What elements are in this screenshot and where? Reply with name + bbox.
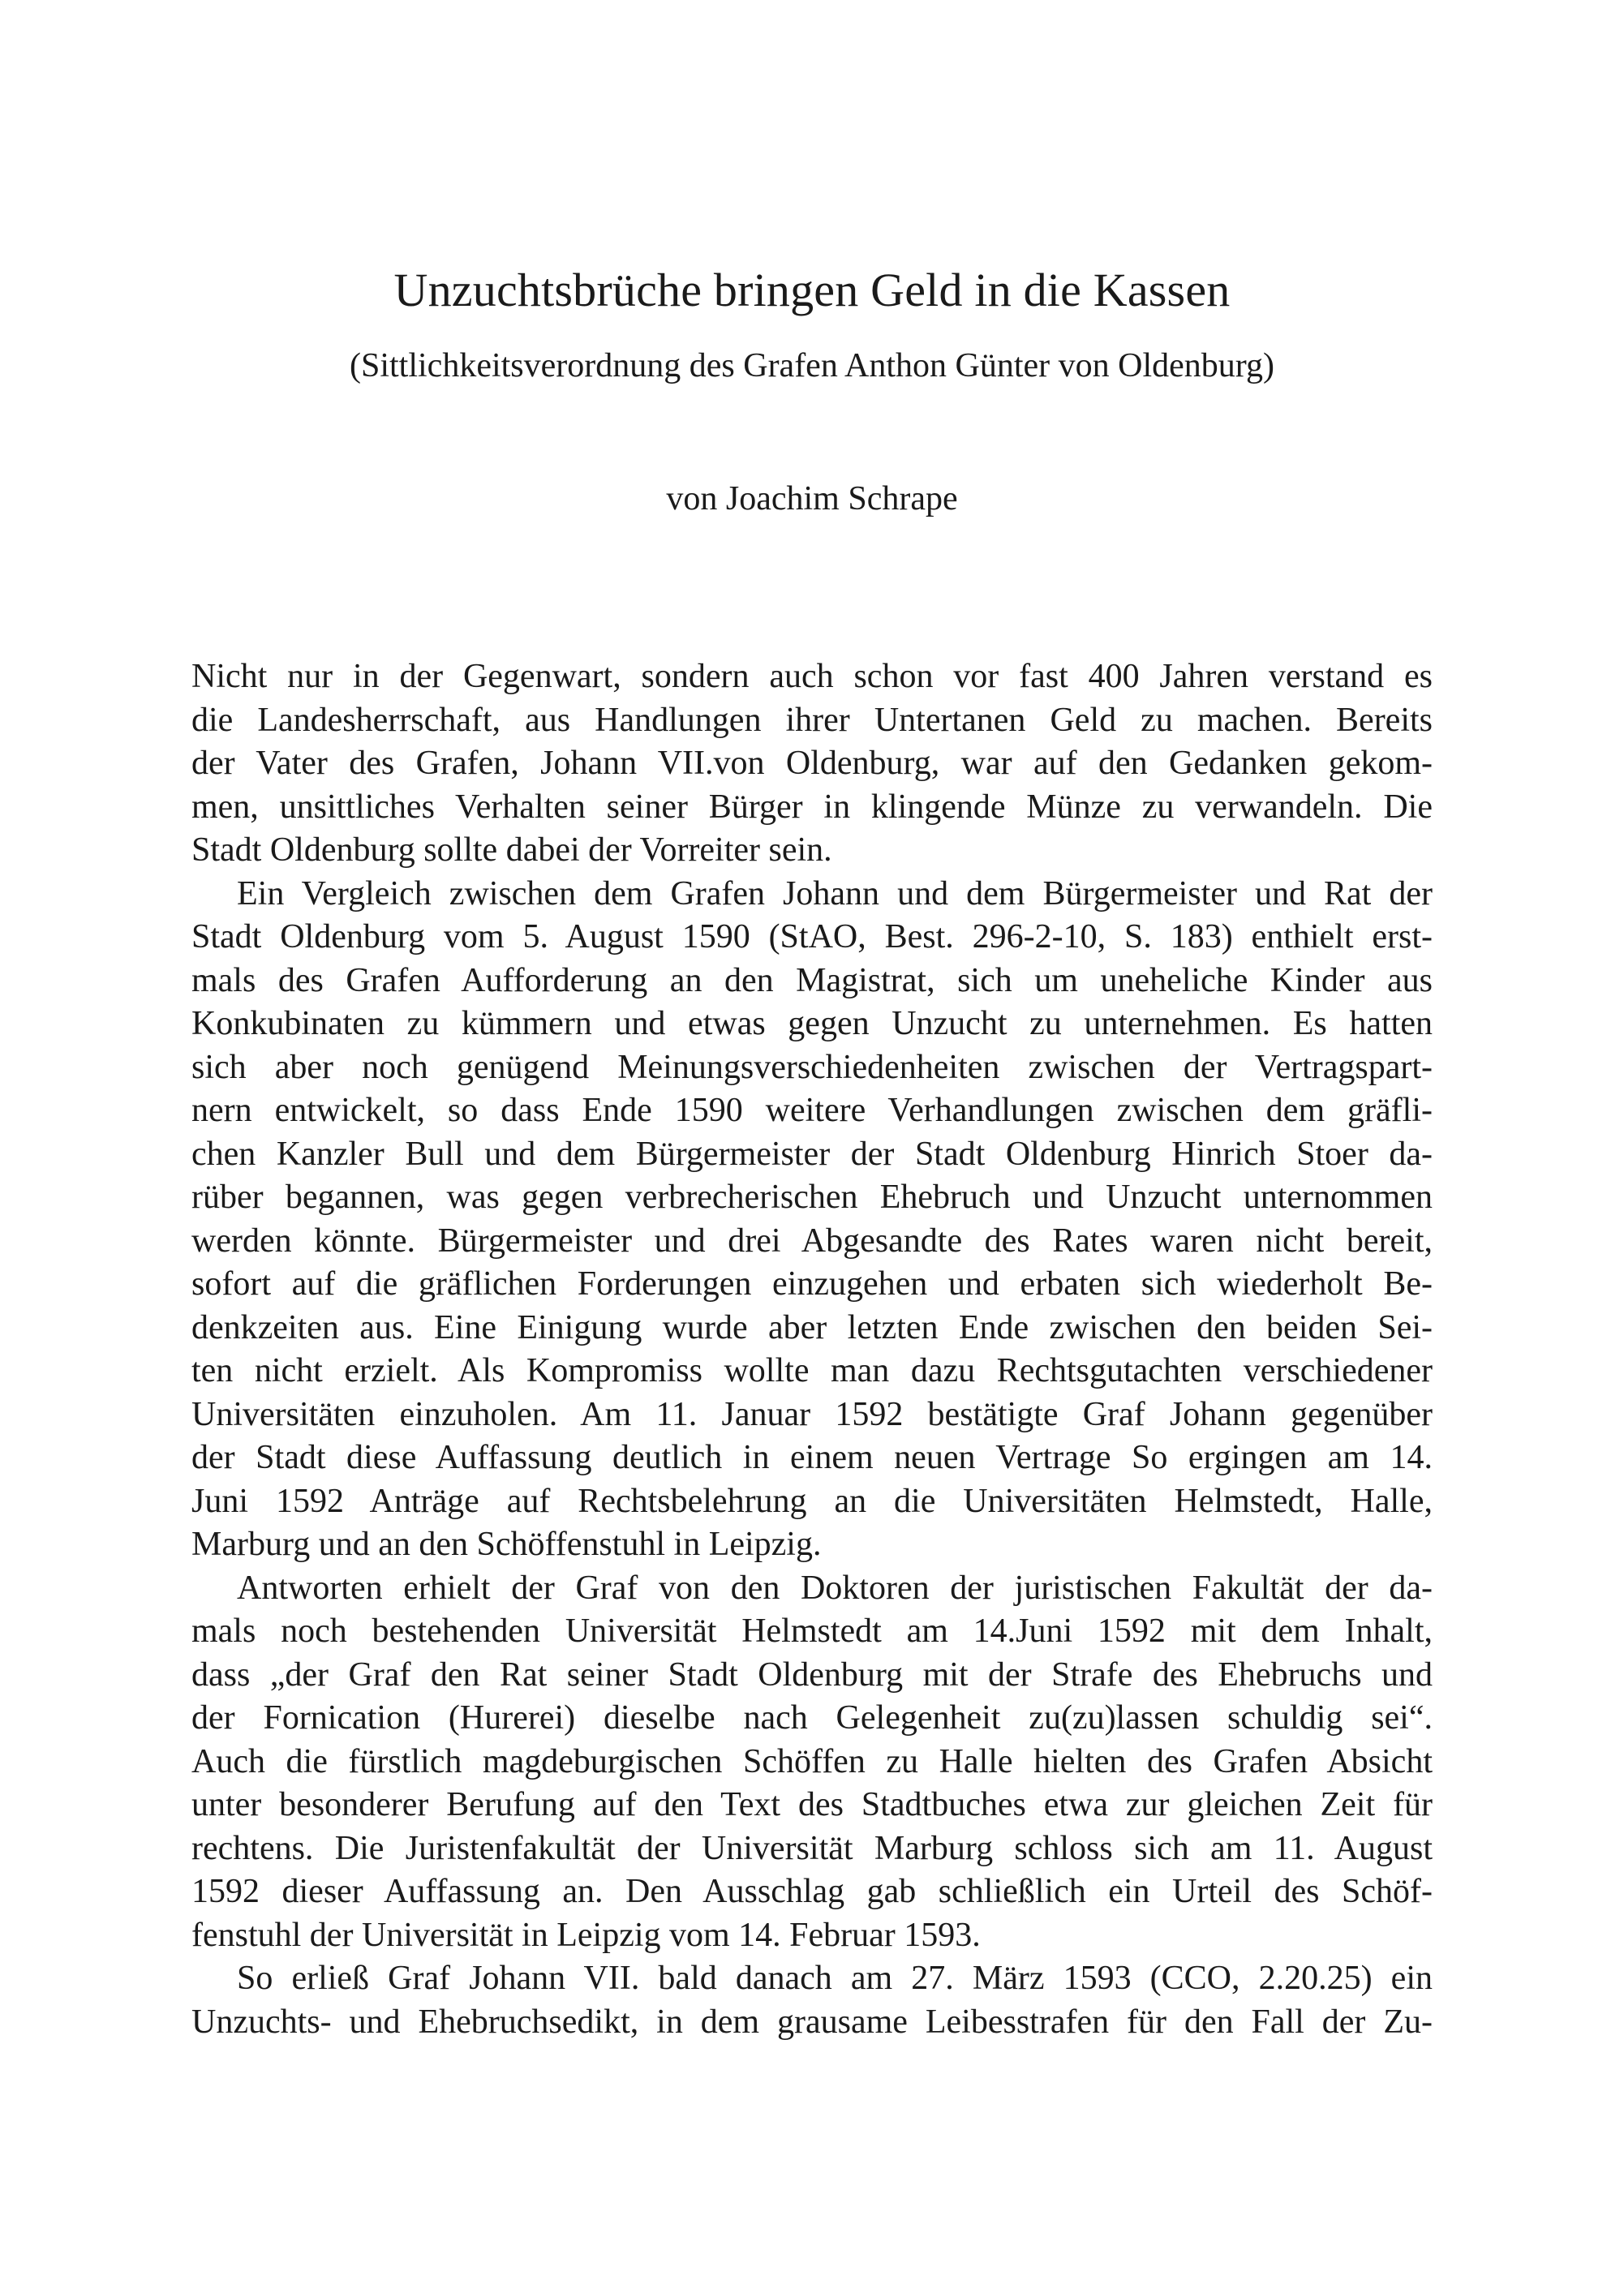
- body-line: denkzeiten aus. Eine Einigung wurde aber letzten Ende zwischen den beiden Sei-: [191, 1308, 1433, 1346]
- body-line: der Stadt diese Auffassung deutlich in einem neuen Vertrage So ergingen am 14.: [191, 1439, 1433, 1476]
- body-line: men, unsittliches Verhalten seiner Bürger in klingende Münze zu verwandeln. Die: [191, 788, 1433, 826]
- body-line: nern entwickelt, so dass Ende 1590 weitere Verhandlungen zwischen dem gräfli-: [191, 1092, 1433, 1129]
- body-line: So erließ Graf Johann VII. bald danach am 27. März 1593 (CCO, 2.20.25) ein: [237, 1960, 1433, 1997]
- body-line: Stadt Oldenburg vom 5. August 1590 (StAO, Best. 296-2-10, S. 183) enthielt erst-: [191, 918, 1433, 955]
- body-line: rechtens. Die Juristenfakultät der Universität Marburg schloss sich am 11. August: [191, 1829, 1433, 1867]
- body-line: Konkubinaten zu kümmern und etwas gegen Unzucht zu unternehmen. Es hatten: [191, 1005, 1433, 1042]
- body-line: der Vater des Grafen, Johann VII.von Oldenburg, war auf den Gedanken gekom-: [191, 745, 1433, 782]
- body-line: sich aber noch genügend Meinungsverschiedenheiten zwischen der Vertragspart-: [191, 1048, 1433, 1086]
- article-title: Unzuchtsbrüche bringen Geld in die Kassen: [393, 264, 1231, 316]
- body-line: Nicht nur in der Gegenwart, sondern auch schon vor fast 400 Jahren verstand es: [191, 658, 1433, 695]
- body-line: Unzuchts- und Ehebruchsedikt, in dem grausame Leibesstrafen für den Fall der Zu-: [191, 2003, 1433, 2041]
- body-line: rüber begannen, was gegen verbrecherischen Ehebruch und Unzucht unternommen: [191, 1179, 1433, 1216]
- body-line: Marburg und an den Schöffenstuhl in Leipzig.: [191, 1526, 822, 1563]
- body-line: Antworten erhielt der Graf von den Doktoren der juristischen Fakultät der da-: [237, 1569, 1433, 1607]
- body-line: 1592 dieser Auffassung an. Den Ausschlag gab schließlich ein Urteil des Schöf-: [191, 1873, 1433, 1910]
- article-subtitle: (Sittlichkeitsverordnung des Grafen Anthon Günter von Oldenburg): [349, 347, 1274, 384]
- body-line: fenstuhl der Universität in Leipzig vom 14. Februar 1593.: [191, 1916, 981, 1954]
- body-line: werden könnte. Bürgermeister und drei Abgesandte des Rates waren nicht bereit,: [191, 1222, 1433, 1260]
- body-line: Auch die fürstlich magdeburgischen Schöffen zu Halle hielten des Grafen Absicht: [191, 1742, 1433, 1780]
- article-author: von Joachim Schrape: [666, 480, 958, 517]
- body-line: Stadt Oldenburg sollte dabei der Vorreiter sein.: [191, 831, 832, 869]
- article-body: [191, 655, 1433, 2044]
- body-line: Universitäten einzuholen. Am 11. Januar 1592 bestätigte Graf Johann gegenüber: [191, 1395, 1433, 1433]
- body-line: chen Kanzler Bull und dem Bürgermeister der Stadt Oldenburg Hinrich Stoer da-: [191, 1135, 1433, 1173]
- body-line: mals des Grafen Aufforderung an den Magistrat, sich um uneheliche Kinder aus: [191, 961, 1433, 999]
- body-line: unter besonderer Berufung auf den Text des Stadtbuches etwa zur gleichen Zeit für: [191, 1786, 1433, 1823]
- body-line: der Fornication (Hurerei) dieselbe nach Gelegenheit zu(zu)lassen schuldig sei“.: [191, 1699, 1433, 1737]
- body-line: dass „der Graf den Rat seiner Stadt Oldenburg mit der Strafe des Ehebruchs und: [191, 1655, 1433, 1694]
- body-line: Ein Vergleich zwischen dem Grafen Johann und dem Bürgermeister und Rat der: [237, 874, 1433, 912]
- body-line: ten nicht erzielt. Als Kompromiss wollte man dazu Rechtsgutachten verschiedener: [191, 1352, 1433, 1389]
- body-line: mals noch bestehenden Universität Helmstedt am 14.Juni 1592 mit dem Inhalt,: [191, 1612, 1433, 1650]
- body-line: Juni 1592 Anträge auf Rechtsbelehrung an die Universitäten Helmstedt, Halle,: [191, 1482, 1433, 1520]
- body-line: sofort auf die gräflichen Forderungen einzugehen und erbaten sich wiederholt Be-: [191, 1265, 1433, 1303]
- body-line: die Landesherrschaft, aus Handlungen ihrer Untertanen Geld zu machen. Bereits: [191, 701, 1433, 739]
